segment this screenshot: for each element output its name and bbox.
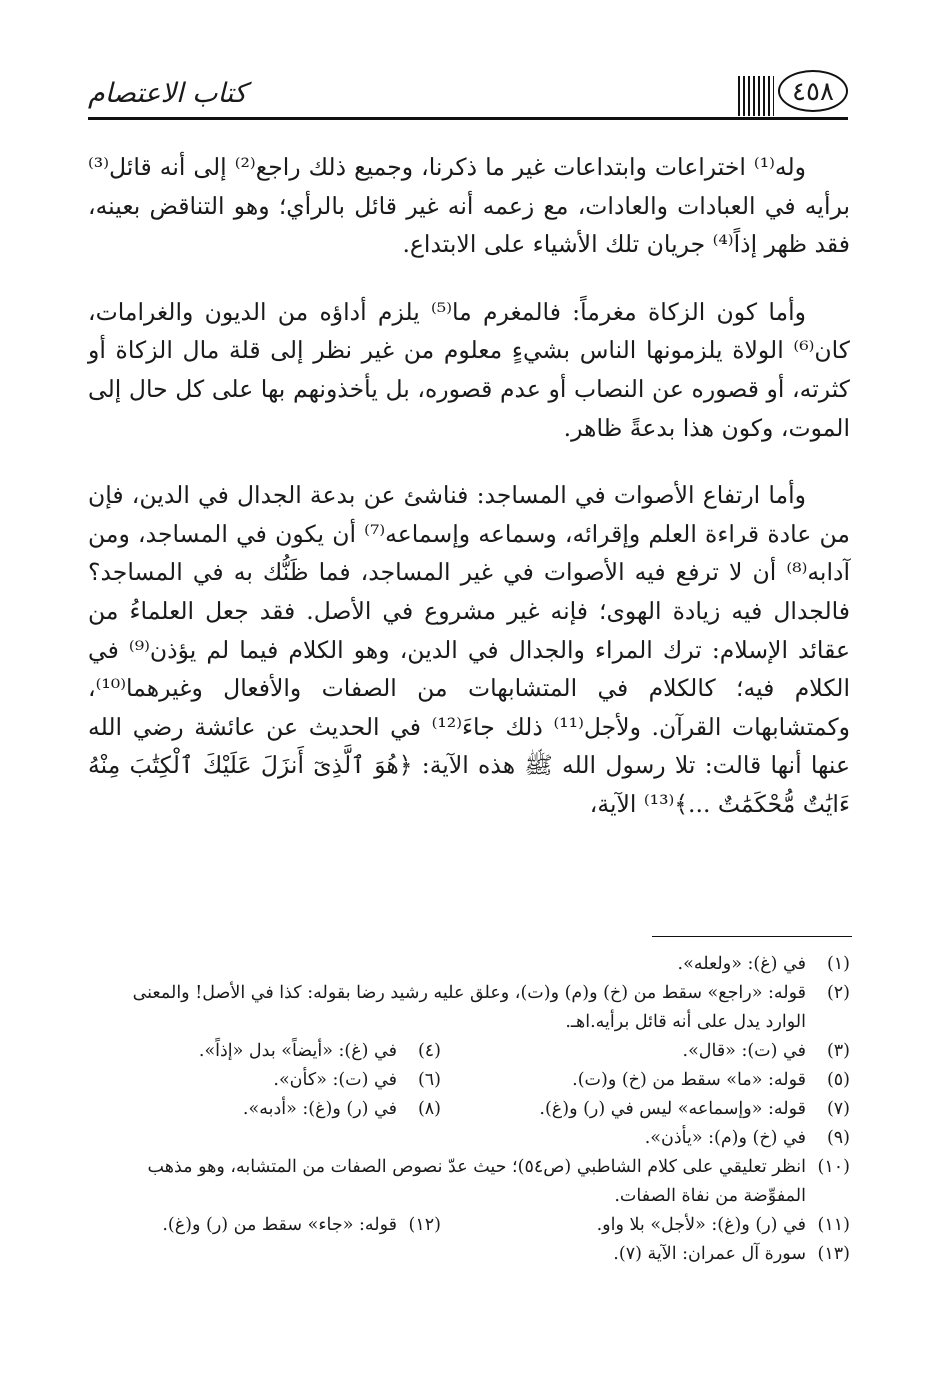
paragraph-1: وله⁽¹⁾ اختراعات وابتداعات غير ما ذكرنا، وجميع ذلك راجع⁽²⁾ إلى أنه قائل⁽³⁾ برأيه في العبادات والعادات، مع زعمه أنه غير قائل بالرأي؛ وهو التناقض بعينه، فقد ظهر إذاً⁽⁴⁾ جريان تلك الأشياء على الابتداع. (88, 153, 850, 259)
main-text (88, 148, 850, 824)
footnote-number: (٥) (826, 1070, 850, 1090)
footnote-text: في (ت): «كأن». (273, 1070, 397, 1090)
footnote-text: في (غ): «أيضاً» بدل «إذاً». (198, 1041, 397, 1061)
footnote-text: في (ر) و(غ): «لأجل» بلا واو. (596, 1215, 806, 1235)
footnote-number: (٦) (417, 1070, 441, 1090)
footnote-number: (١٠) (817, 1157, 850, 1177)
footnote-9 (88, 1124, 850, 1153)
footnote-13 (88, 1240, 850, 1269)
header-rule (88, 117, 848, 120)
footnote-4 (0, 1037, 441, 1066)
footnote-text: قوله: «راجع» سقط من (خ) و(م) و(ت)، وعلق عليه رشيد رضا بقوله: كذا في الأصل! والمعنى الوارد يدل على أنه قائل برأيه.اهـ. (132, 983, 806, 1032)
footnote-number: (١٣) (817, 1244, 850, 1264)
footnote-row (88, 1066, 850, 1095)
footnote-3 (441, 1037, 850, 1066)
footnote-text: قوله: «ما» سقط من (خ) و(ت). (572, 1070, 806, 1090)
footnotes (88, 950, 850, 1269)
footnote-separator (652, 936, 852, 937)
footnote-number: (٤) (417, 1041, 441, 1061)
paragraph-3: وأما ارتفاع الأصوات في المساجد: فناشئ عن بدعة الجدال في الدين، فإن من عادة قراءة العلم وإقرائه، وسماعه وإسماعه⁽⁷⁾ أن يكون في المساجد، ومن آدابه⁽⁸⁾ أن لا ترفع فيه الأصوات في غير المساجد، فما ظَنُّك به في المساجد؟ فالجدال فيه زيادة الهوى؛ فإنه غير مشروع في الأصل. فقد جعل العلماءُ من عقائد الإسلام: ترك المراء والجدال في الدين، وهو الكلام فيما لم يؤذن⁽⁹⁾ في الكلام فيه؛ كالكلام في المتشابهات من الصفات والأفعال وغيرهما⁽¹⁰⁾، وكمتشابهات القرآن. ولأجل⁽¹¹⁾ ذلك جاءَ⁽¹²⁾ في الحديث عن عائشة رضي الله عنها أنها قالت: تلا رسول الله ﷺ هذه الآية: ﴿هُوَ ٱلَّذِىٓ أَنزَلَ عَلَيْكَ ٱلْكِتَٰبَ مِنْهُ ءَايَٰتٌ مُّحْكَمَٰتٌ ...﴾⁽¹³⁾ الآية، (88, 481, 851, 818)
footnote-5 (441, 1066, 850, 1095)
footnote-text: انظر تعليقي على كلام الشاطبي (ص٥٤)؛ حيث عدّ نصوص الصفات من المتشابه، وهو مذهب المفوِّضة من نفاة الصفات. (147, 1157, 806, 1206)
page-header (88, 70, 848, 122)
footnote-number: (١١) (817, 1215, 850, 1235)
decorative-bars-icon (738, 76, 774, 116)
footnote-12 (0, 1211, 441, 1240)
footnote-text: قوله: «جاء» سقط من (ر) و(غ). (162, 1215, 397, 1235)
footnote-text: قوله: «وإسماعه» ليس في (ر) و(غ). (539, 1099, 806, 1119)
footnote-row (88, 1211, 850, 1240)
footnote-number: (١٢) (408, 1215, 441, 1235)
footnote-text: في (خ) و(م): «يأذن». (644, 1128, 806, 1148)
footnote-10 (88, 1153, 850, 1211)
footnote-1 (88, 950, 850, 979)
footnote-11 (441, 1211, 850, 1240)
page-number-ornament (738, 70, 848, 118)
page-number: ٤٥٨ (778, 70, 848, 112)
paragraph-2: وأما كون الزكاة مغرماً: فالمغرم ما⁽⁵⁾ يلزم أداؤه من الديون والغرامات، كان⁽⁶⁾ الولاة يلزمونها الناس بشيءٍ معلوم من غير نظر إلى قلة مال الزكاة أو كثرته، أو قصوره عن النصاب أو عدم قصوره، بل يأخذونهم بها على كل حال إلى الموت، وكون هذا بدعةً ظاهر. (88, 297, 850, 442)
running-title: كتاب الاعتصام (88, 78, 247, 109)
footnote-text: في (ت): «قال». (682, 1041, 806, 1061)
footnote-row (88, 1095, 850, 1124)
footnote-text: سورة آل عمران: الآية (٧). (613, 1244, 806, 1264)
footnote-2 (88, 979, 850, 1037)
footnote-number: (٨) (417, 1099, 441, 1119)
footnote-number: (٧) (826, 1099, 850, 1119)
footnote-number: (٩) (826, 1128, 850, 1148)
footnote-6 (0, 1066, 441, 1095)
footnote-number: (١) (826, 954, 850, 974)
footnote-7 (441, 1095, 850, 1124)
footnote-text: في (غ): «ولعله». (677, 954, 806, 974)
footnote-8 (0, 1095, 441, 1124)
footnote-number: (٣) (826, 1041, 850, 1061)
footnote-number: (٢) (826, 983, 850, 1003)
footnote-text: في (ر) و(غ): «أدبه». (242, 1099, 397, 1119)
footnote-row (88, 1037, 850, 1066)
